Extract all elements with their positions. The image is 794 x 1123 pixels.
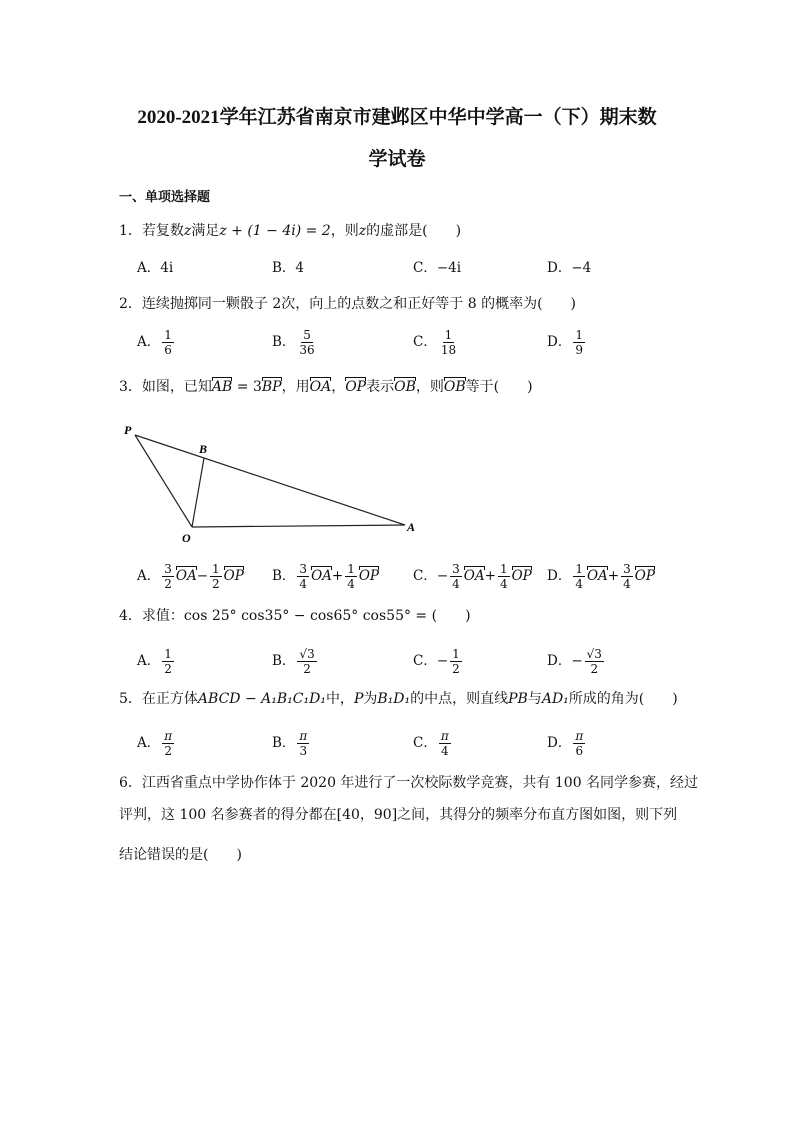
fraction [297,328,316,357]
q5-line: PB [508,691,528,707]
denominator: 2 [212,577,220,591]
numerator: 3 [623,562,631,576]
option-label: D． [547,568,572,584]
question-1-stem [119,221,461,241]
label-p: P [124,423,132,437]
numerator: 1 [499,562,508,576]
fraction [450,562,462,591]
vector-oa: OA [309,379,332,395]
numerator: 3 [452,562,460,576]
numerator: π [299,729,308,743]
option-label: C． [413,334,437,350]
vector-oa: OA [463,568,485,584]
fraction [439,729,451,758]
q1-option-a: A．4i [137,260,174,276]
q5-text: 5．在正方体 [119,691,198,707]
vector-oa: OA [586,568,608,584]
q5-option-b [272,729,311,758]
option-label: D．− [547,653,583,669]
q5-text: 为 [363,691,378,707]
section-heading: 一、单项选择题 [119,190,211,205]
q4-option-c [413,647,464,676]
fraction [439,328,458,357]
fraction [621,562,633,591]
q5-text: 中， [325,691,354,707]
q3-option-b [272,562,379,591]
q1-option-d: D．−4 [547,260,592,276]
numerator: 3 [299,562,308,576]
q3-text: 等于( ) [465,379,533,395]
denominator: 2 [164,662,172,676]
triangle-figure [120,420,430,545]
denominator: 2 [164,577,172,591]
fraction [573,328,585,357]
q4-text: 4．求值： [119,608,184,624]
q5-option-a [137,729,176,758]
vector-op: OP [358,568,379,584]
fraction [345,562,357,591]
q2-option-d [547,328,587,357]
q3-option-c [413,562,532,591]
fraction [210,562,222,591]
q3-text: 表示 [366,379,395,395]
q1-expression: z + (1 − 4i) = 2 [219,223,331,239]
label-b: B [199,442,208,456]
denominator: 18 [440,343,457,357]
vector-ob: OB [394,379,416,395]
option-label: C． [413,735,437,751]
vector-op: OP [223,568,244,584]
fraction [297,729,309,758]
denominator: 4 [440,744,449,758]
numerator: 1 [164,647,172,661]
numerator: 3 [164,562,172,576]
question-6-line-3: 结论错误的是( ) [119,847,242,863]
q3-option-a [137,562,244,591]
label-a: A [407,520,416,534]
option-label: C．− [413,653,449,669]
numerator: 1 [575,562,583,576]
fraction [162,647,174,676]
fraction [573,562,585,591]
denominator: 2 [164,744,173,758]
q1-text: 1．若复数 [119,223,184,239]
question-2-stem: 2．连续抛掷同一颗骰子 2次，向上的点数之和正好等于 8 的概率为( ) [119,296,576,312]
q1-option-c: C．−4i [413,260,462,276]
denominator: 2 [303,662,311,676]
fraction [297,562,309,591]
question-5-stem [119,689,678,709]
option-label: A． [137,334,161,350]
q1-text: ，则 [330,223,359,239]
option-label: B． [272,568,296,584]
numerator: √3 [299,647,315,661]
q5-text: 与 [527,691,542,707]
operator: − [196,568,209,584]
operator: + [484,568,496,584]
question-6-line-2: 评判，这 100 名参赛者的得分都在[40，90]之间，其得分的频率分布直方图如图，则下列 [119,807,678,823]
q2-option-b [272,328,319,357]
q3-text: 3．如图，已知 [119,379,212,395]
numerator: π [164,729,173,743]
vector-ab: AB [211,379,233,395]
numerator: 1 [212,562,220,576]
question-4-stem [119,606,471,626]
numerator: 1 [452,647,460,661]
vector-op: OP [634,568,655,584]
option-label: B． [272,653,296,669]
denominator: 4 [499,577,508,591]
fraction [162,328,174,357]
denominator: 4 [575,577,583,591]
q5-point: P [353,691,364,707]
label-o: O [182,531,191,545]
vector-ob: OB [443,379,466,395]
denominator: 3 [299,744,308,758]
segment-po [135,435,192,527]
denominator: 2 [590,662,599,676]
numerator: 1 [164,328,172,342]
q2-option-c [413,328,460,357]
option-label: B． [272,334,296,350]
option-label: C． [413,568,437,584]
q3-text: ，用 [281,379,310,395]
page-title: 2020-2021学年江苏省南京市建邺区中华中学高一（下）期末数 [137,107,657,128]
numerator: 1 [444,328,453,342]
denominator: 4 [623,577,631,591]
q5-text: 所成的角为( ) [568,691,678,707]
fraction [162,729,174,758]
question-6-line-1: 6．江西省重点中学协作体于 2020 年进行了一次校际数学竞赛，共有 100 名同学参赛，经过 [119,775,699,791]
q5-segment: B₁D₁ [377,691,411,707]
q3-text: ，则 [415,379,444,395]
page-title-continued: 学试卷 [368,149,426,170]
question-3-stem [119,377,533,397]
q5-option-c [413,729,453,758]
denominator: 4 [452,577,460,591]
q5-cube: ABCD − A₁B₁C₁D₁ [197,691,326,707]
denominator: 2 [452,662,460,676]
vector-oa: OA [175,568,197,584]
q3-option-d [547,562,655,591]
option-label: D． [547,334,572,350]
vector-bp: BP [261,379,282,395]
denominator: 9 [575,343,583,357]
q2-option-a [137,328,176,357]
segment-oa [192,525,405,527]
fraction [162,562,174,591]
q4-option-b [272,647,319,676]
q5-option-d [547,729,587,758]
q1-var: z [358,223,367,239]
q3-text: = 3 [232,379,262,395]
operator: + [331,568,344,584]
numerator: π [575,729,584,743]
option-label: A． [137,735,161,751]
vector-oa: OA [311,568,332,584]
denominator: 4 [299,577,308,591]
denominator: 6 [164,343,172,357]
numerator: π [440,729,449,743]
denominator: 36 [299,343,315,357]
q4-option-a [137,647,176,676]
q1-var: z [183,223,192,239]
option-label: A． [137,568,161,584]
fraction [573,729,585,758]
fraction [498,562,510,591]
fraction [450,647,462,676]
q3-text: ， [331,379,346,395]
q1-text: 满足 [191,223,220,239]
operator: − [436,568,449,584]
vector-op: OP [511,568,532,584]
q1-option-b: B．4 [272,260,305,276]
denominator: 6 [575,744,584,758]
q5-text: 的中点，则直线 [410,691,509,707]
numerator: 1 [347,562,355,576]
segment-pa [135,435,405,525]
numerator: 5 [303,328,311,342]
fraction [585,647,604,676]
numerator: √3 [586,647,602,661]
operator: + [607,568,620,584]
q1-text: 的虚部是( ) [366,223,462,239]
q4-option-d [547,647,606,676]
q4-expression: cos 25° cos35° − cos65° cos55° = ( ) [183,608,471,624]
option-label: B． [272,735,296,751]
vector-op: OP [345,379,367,395]
q5-line: AD₁ [541,691,569,707]
numerator: 1 [575,328,583,342]
segment-ob [192,458,204,527]
option-label: D． [547,735,572,751]
fraction [297,647,316,676]
option-label: A． [137,653,161,669]
denominator: 4 [347,577,355,591]
